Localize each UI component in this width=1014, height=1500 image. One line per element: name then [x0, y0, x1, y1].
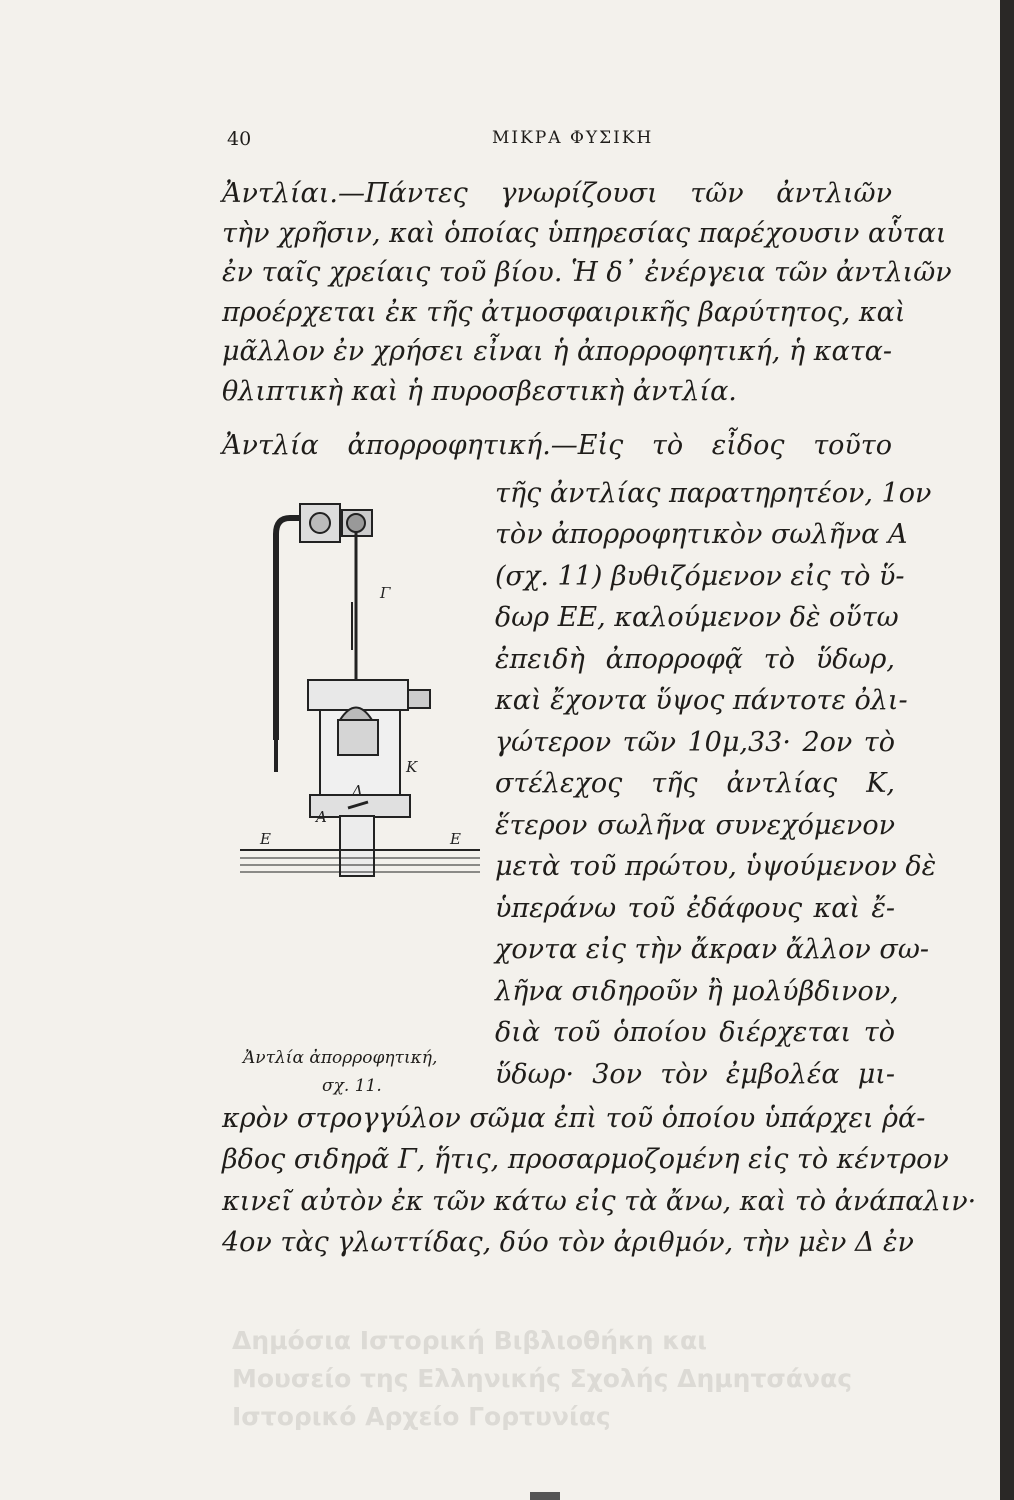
- text-line: γώτερον τῶν 10μ,33· 2ον τὸ: [495, 727, 895, 758]
- label-barrel: Κ: [406, 758, 418, 776]
- page-edge: [1000, 0, 1014, 1500]
- label-rod: Γ: [380, 584, 391, 602]
- pump-illustration: [230, 490, 490, 890]
- figure-caption: Ἀντλία ἀπορροφητική,: [243, 1048, 438, 1068]
- watermark: [232, 1322, 992, 1436]
- text-line: τὸν ἀπορροφητικὸν σωλῆνα Α: [495, 519, 908, 550]
- watermark-line: Ιστορικό Αρχείο Γορτυνίας: [232, 1402, 611, 1431]
- text-line: Ἀντλίαι.—Πάντες γνωρίζουσι τῶν ἀντλιῶν: [222, 178, 892, 209]
- text-line: ὑπεράνω τοῦ ἐδάφους καὶ ἔ-: [495, 893, 895, 924]
- text-line: στέλεχος τῆς ἀντλίας Κ,: [495, 768, 895, 799]
- text-line: 4ον τὰς γλωττίδας, δύο τὸν ἀριθμόν, τὴν μὲν Δ ἐν: [222, 1227, 914, 1258]
- text-line: ἐν ταῖς χρείαις τοῦ βίου. Ἡ δ᾽ ἐνέργεια τῶν ἀντλιῶν: [222, 257, 952, 288]
- text-line: μᾶλλον ἐν χρήσει εἶναι ἡ ἀπορροφητική, ἡ κατα-: [222, 336, 892, 367]
- page-bottom-mark: [530, 1492, 560, 1500]
- pump-figure: [230, 490, 490, 890]
- text-line: δωρ ΕΕ, καλούμενον δὲ οὕτω: [495, 602, 899, 633]
- text-line: μετὰ τοῦ πρώτου, ὑψούμενον δὲ: [495, 851, 937, 882]
- label-water-left: Ε: [260, 830, 271, 848]
- text-line: ἕτερον σωλῆνα συνεχόμενον: [495, 810, 895, 841]
- text-line: τὴν χρῆσιν, καὶ ὁποίας ὑπηρεσίας παρέχουσιν αὗται: [222, 218, 947, 249]
- text-line: καὶ ἔχοντα ὕψος πάντοτε ὀλι-: [495, 685, 908, 716]
- text-line: κινεῖ αὐτὸν ἐκ τῶν κάτω εἰς τὰ ἄνω, καὶ τὸ ἀνάπαλιν·: [222, 1186, 977, 1217]
- text-line: λῆνα σιδηροῦν ἢ μολύβδινον,: [495, 976, 899, 1007]
- label-valve: Δ: [352, 782, 363, 800]
- text-line: θλιπτικὴ καὶ ἡ πυροσβεστικὴ ἀντλία.: [222, 376, 737, 407]
- text-line: (σχ. 11) βυθιζόμενον εἰς τὸ ὕ-: [495, 561, 905, 592]
- text-line: διὰ τοῦ ὁποίου διέρχεται τὸ: [495, 1017, 895, 1048]
- text-line: ἐπειδὴ ἀπορροφᾷ τὸ ὕδωρ,: [495, 644, 895, 675]
- watermark-line: Δημόσια Ιστορική Βιβλιοθήκη και: [232, 1326, 707, 1355]
- text-line: τῆς ἀντλίας παρατηρητέον, 1ον: [495, 478, 932, 509]
- text-line: κρὸν στρογγύλον σῶμα ἐπὶ τοῦ ὁποίου ὑπάρχει ῥά-: [222, 1103, 926, 1134]
- page-number: 40: [227, 128, 252, 150]
- figure-number: σχ. 11.: [322, 1076, 382, 1096]
- text-line: Ἀντλία ἀπορροφητική.—Εἰς τὸ εἶδος τοῦτο: [222, 430, 892, 461]
- running-title: ΜΙΚΡΑ ΦΥΣΙΚΗ: [492, 128, 654, 148]
- label-water-right: Ε: [450, 830, 461, 848]
- text-line: ὕδωρ· 3ον τὸν ἐμβολέα μι-: [495, 1059, 895, 1090]
- text-line: χοντα εἰς τὴν ἄκραν ἄλλον σω-: [495, 934, 929, 965]
- text-line: βδος σιδηρᾶ Γ, ἥτις, προσαρμοζομένη εἰς τὸ κέντρον: [222, 1144, 949, 1175]
- watermark-line: Μουσείο της Ελληνικής Σχολής Δημητσάνας: [232, 1364, 853, 1393]
- text-line: προέρχεται ἐκ τῆς ἀτμοσφαιρικῆς βαρύτητος, καὶ: [222, 297, 906, 328]
- label-pipe: Α: [316, 808, 327, 826]
